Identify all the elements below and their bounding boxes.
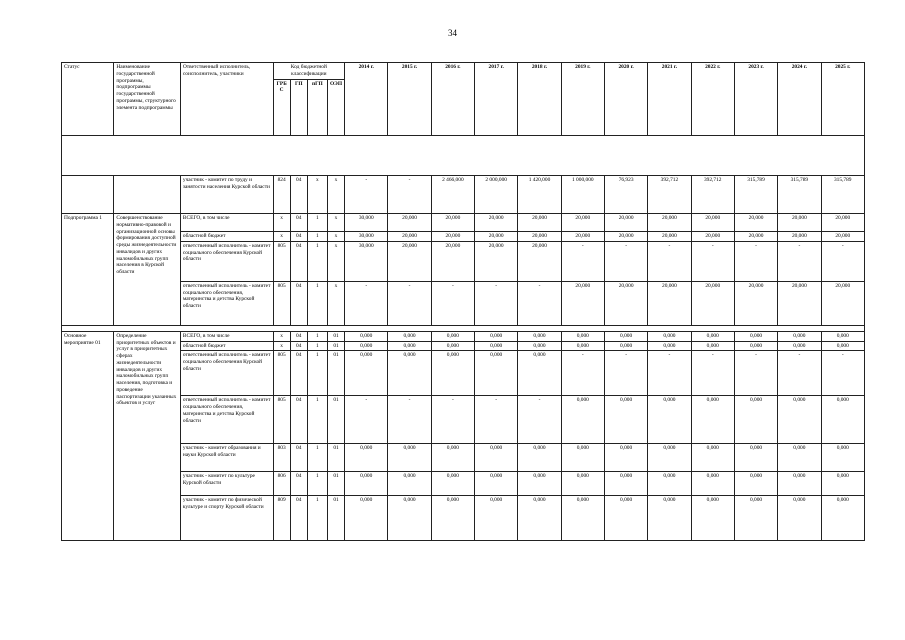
value-cell: 20,000 bbox=[561, 232, 604, 242]
value-cell: 0,000 bbox=[604, 341, 647, 351]
header-grbs: ГРБС bbox=[273, 79, 290, 136]
value-cell: 0,000 bbox=[691, 496, 734, 541]
value-cell: 0,000 bbox=[604, 472, 647, 496]
value-cell: 0,000 bbox=[388, 341, 431, 351]
header-year: 2021 г. bbox=[648, 63, 691, 136]
header-year: 2014 г. bbox=[345, 63, 388, 136]
code-gp-cell: 04 bbox=[290, 444, 307, 472]
value-cell: 0,000 bbox=[388, 496, 431, 541]
value-cell: 0,000 bbox=[648, 331, 691, 341]
code-grbs-cell: 809 bbox=[273, 496, 290, 541]
code-pgp-cell: 1 bbox=[307, 214, 327, 232]
code-pgp-cell: 1 bbox=[307, 351, 327, 396]
value-cell: 0,000 bbox=[734, 331, 777, 341]
value-cell: 20,000 bbox=[561, 214, 604, 232]
value-cell: 0,000 bbox=[345, 331, 388, 341]
executor-cell: участник - комитет по физической культуре и спорту Курской области bbox=[180, 496, 273, 541]
value-cell: - bbox=[561, 241, 604, 281]
value-cell: 0,000 bbox=[648, 341, 691, 351]
value-cell: 20,000 bbox=[648, 214, 691, 232]
value-cell: - bbox=[475, 396, 518, 444]
value-cell: 20,000 bbox=[691, 214, 734, 232]
value-cell: 20,000 bbox=[821, 281, 864, 325]
code-pgp-cell: 1 bbox=[307, 396, 327, 444]
code-oem-cell: х bbox=[327, 214, 344, 232]
code-oem-cell: 01 bbox=[327, 331, 344, 341]
page-number: 34 bbox=[448, 28, 457, 38]
code-oem-cell: х bbox=[327, 281, 344, 325]
value-cell: 315,789 bbox=[778, 176, 821, 214]
value-cell: 1 000,000 bbox=[561, 176, 604, 214]
executor-cell: областной бюджет bbox=[180, 341, 273, 351]
value-cell: - bbox=[691, 351, 734, 396]
value-cell: 0,000 bbox=[778, 496, 821, 541]
value-cell: 20,000 bbox=[734, 232, 777, 242]
table-body bbox=[62, 136, 865, 541]
value-cell: 0,000 bbox=[734, 472, 777, 496]
value-cell: 0,000 bbox=[821, 331, 864, 341]
value-cell: 20,000 bbox=[734, 281, 777, 325]
spacer-cell bbox=[62, 136, 865, 176]
value-cell: 0,000 bbox=[431, 444, 474, 472]
value-cell: 20,000 bbox=[778, 232, 821, 242]
value-cell: - bbox=[778, 351, 821, 396]
header-year: 2017 г. bbox=[475, 63, 518, 136]
value-cell: 0,000 bbox=[734, 396, 777, 444]
code-oem-cell: 01 bbox=[327, 351, 344, 396]
code-pgp-cell: х bbox=[307, 176, 327, 214]
code-oem-cell: 01 bbox=[327, 396, 344, 444]
value-cell: 0,000 bbox=[388, 444, 431, 472]
value-cell: 0,000 bbox=[345, 351, 388, 396]
value-cell: 0,000 bbox=[518, 496, 561, 541]
value-cell: 0,000 bbox=[778, 472, 821, 496]
value-cell: 0,000 bbox=[388, 472, 431, 496]
value-cell: 1 420,000 bbox=[518, 176, 561, 214]
value-cell: - bbox=[345, 396, 388, 444]
header-year: 2018 г. bbox=[518, 63, 561, 136]
value-cell: 0,000 bbox=[821, 444, 864, 472]
value-cell: 0,000 bbox=[561, 331, 604, 341]
code-pgp-cell: 1 bbox=[307, 341, 327, 351]
value-cell: 0,000 bbox=[821, 341, 864, 351]
value-cell: 20,000 bbox=[734, 214, 777, 232]
table-row bbox=[62, 331, 865, 341]
value-cell: 0,000 bbox=[821, 496, 864, 541]
value-cell: - bbox=[388, 176, 431, 214]
value-cell: - bbox=[475, 281, 518, 325]
value-cell: 20,000 bbox=[431, 214, 474, 232]
code-grbs-cell: 824 bbox=[273, 176, 290, 214]
code-grbs-cell: х bbox=[273, 232, 290, 242]
value-cell: - bbox=[388, 281, 431, 325]
table-row bbox=[62, 176, 865, 214]
value-cell: 20,000 bbox=[561, 281, 604, 325]
value-cell: 20,000 bbox=[431, 241, 474, 281]
executor-cell: ответственный исполнитель - комитет социального обеспечения, материнства и детства Курской области bbox=[180, 396, 273, 444]
value-cell: 20,000 bbox=[604, 214, 647, 232]
value-cell: 315,789 bbox=[821, 176, 864, 214]
program-name-cell: Совершенствование нормативно-правовой и организационной основы формирования доступной среды жизнедеятельности инвалидов и других маломобильных групп населения в Курской области bbox=[114, 214, 180, 326]
value-cell: 20,000 bbox=[691, 232, 734, 242]
value-cell: 20,000 bbox=[604, 281, 647, 325]
value-cell: 20,000 bbox=[778, 214, 821, 232]
code-gp-cell: 04 bbox=[290, 176, 307, 214]
value-cell: 0,000 bbox=[604, 331, 647, 341]
value-cell: - bbox=[604, 351, 647, 396]
table-row bbox=[62, 214, 865, 232]
code-oem-cell: 01 bbox=[327, 341, 344, 351]
value-cell: 392,712 bbox=[648, 176, 691, 214]
executor-cell: ВСЕГО, в том числе bbox=[180, 331, 273, 341]
value-cell: 0,000 bbox=[475, 331, 518, 341]
table-row bbox=[62, 241, 865, 281]
value-cell: 20,000 bbox=[475, 241, 518, 281]
header-year: 2024 г. bbox=[778, 63, 821, 136]
value-cell: 30,000 bbox=[345, 232, 388, 242]
header-year: 2020 г. bbox=[604, 63, 647, 136]
value-cell: - bbox=[604, 241, 647, 281]
value-cell: 20,000 bbox=[648, 232, 691, 242]
value-cell: - bbox=[561, 351, 604, 396]
table-row bbox=[62, 351, 865, 396]
code-pgp-cell: 1 bbox=[307, 232, 327, 242]
value-cell: - bbox=[734, 241, 777, 281]
code-oem-cell: 01 bbox=[327, 472, 344, 496]
executor-cell: ответственный исполнитель - комитет социального обеспечения Курской области bbox=[180, 351, 273, 396]
executor-cell: ВСЕГО, в том числе bbox=[180, 214, 273, 232]
value-cell: 0,000 bbox=[431, 331, 474, 341]
value-cell: 20,000 bbox=[691, 281, 734, 325]
code-grbs-cell: 805 bbox=[273, 281, 290, 325]
value-cell: 20,000 bbox=[388, 232, 431, 242]
value-cell: 0,000 bbox=[778, 331, 821, 341]
value-cell: 0,000 bbox=[475, 444, 518, 472]
code-oem-cell: х bbox=[327, 176, 344, 214]
value-cell: 0,000 bbox=[778, 396, 821, 444]
executor-cell: ответственный исполнитель - комитет социального обеспечения Курской области bbox=[180, 241, 273, 281]
code-gp-cell: 04 bbox=[290, 214, 307, 232]
value-cell: 0,000 bbox=[691, 331, 734, 341]
code-gp-cell: 04 bbox=[290, 351, 307, 396]
value-cell: - bbox=[821, 351, 864, 396]
value-cell: 20,000 bbox=[821, 214, 864, 232]
value-cell: 0,000 bbox=[431, 341, 474, 351]
value-cell: 20,000 bbox=[604, 232, 647, 242]
header-executor: Ответственный исполнитель, соисполнитель, участники bbox=[180, 63, 273, 136]
value-cell: - bbox=[518, 281, 561, 325]
status-cell: Подпрограмма 1 bbox=[62, 214, 114, 326]
header-status: Статус bbox=[62, 63, 114, 136]
value-cell: - bbox=[691, 241, 734, 281]
value-cell: 0,000 bbox=[475, 351, 518, 396]
value-cell: 0,000 bbox=[778, 341, 821, 351]
code-pgp-cell: 1 bbox=[307, 281, 327, 325]
value-cell: 0,000 bbox=[734, 496, 777, 541]
header-gp: ГП bbox=[290, 79, 307, 136]
status-cell bbox=[62, 176, 114, 214]
code-grbs-cell: 805 bbox=[273, 241, 290, 281]
header-year: 2015 г. bbox=[388, 63, 431, 136]
value-cell: 0,000 bbox=[648, 396, 691, 444]
value-cell: 0,000 bbox=[691, 396, 734, 444]
code-gp-cell: 04 bbox=[290, 341, 307, 351]
table-row bbox=[62, 396, 865, 444]
value-cell: 0,000 bbox=[821, 396, 864, 444]
value-cell: 20,000 bbox=[821, 232, 864, 242]
value-cell: - bbox=[431, 281, 474, 325]
executor-cell: ответственный исполнитель - комитет социального обеспечения, материнства и детства Курской области bbox=[180, 281, 273, 325]
code-oem-cell: х bbox=[327, 241, 344, 281]
table-row bbox=[62, 496, 865, 541]
value-cell: 20,000 bbox=[518, 214, 561, 232]
code-gp-cell: 04 bbox=[290, 472, 307, 496]
value-cell: 0,000 bbox=[821, 472, 864, 496]
value-cell: 0,000 bbox=[431, 472, 474, 496]
value-cell: 392,712 bbox=[691, 176, 734, 214]
value-cell: 0,000 bbox=[431, 351, 474, 396]
executor-cell: участник - комитет по культуре Курской области bbox=[180, 472, 273, 496]
value-cell: 0,000 bbox=[345, 496, 388, 541]
header-pgp: пГП bbox=[307, 79, 327, 136]
code-gp-cell: 04 bbox=[290, 232, 307, 242]
executor-cell: участник - комитет образования и науки Курской области bbox=[180, 444, 273, 472]
value-cell: 0,000 bbox=[691, 444, 734, 472]
status-cell: Основное мероприятие 01 bbox=[62, 331, 114, 541]
value-cell: 0,000 bbox=[345, 341, 388, 351]
value-cell: - bbox=[388, 396, 431, 444]
code-gp-cell: 04 bbox=[290, 241, 307, 281]
table-row bbox=[62, 472, 865, 496]
value-cell: 0,000 bbox=[518, 331, 561, 341]
code-pgp-cell: 1 bbox=[307, 496, 327, 541]
value-cell: - bbox=[431, 396, 474, 444]
code-gp-cell: 04 bbox=[290, 281, 307, 325]
code-oem-cell: 01 bbox=[327, 496, 344, 541]
table-row bbox=[62, 341, 865, 351]
value-cell: - bbox=[648, 241, 691, 281]
header-year: 2016 г. bbox=[431, 63, 474, 136]
value-cell: 0,000 bbox=[518, 444, 561, 472]
code-pgp-cell: 1 bbox=[307, 444, 327, 472]
code-gp-cell: 04 bbox=[290, 496, 307, 541]
value-cell: 20,000 bbox=[388, 214, 431, 232]
value-cell: 0,000 bbox=[431, 496, 474, 541]
table-row bbox=[62, 444, 865, 472]
value-cell: 0,000 bbox=[561, 472, 604, 496]
value-cell: 20,000 bbox=[518, 241, 561, 281]
code-grbs-cell: 806 bbox=[273, 472, 290, 496]
value-cell: - bbox=[821, 241, 864, 281]
value-cell: 20,000 bbox=[431, 232, 474, 242]
code-grbs-cell: х bbox=[273, 331, 290, 341]
value-cell: 30,000 bbox=[345, 241, 388, 281]
executor-cell: областной бюджет bbox=[180, 232, 273, 242]
header-year: 2023 г. bbox=[734, 63, 777, 136]
value-cell: - bbox=[518, 396, 561, 444]
value-cell: 0,000 bbox=[561, 496, 604, 541]
value-cell: 76,923 bbox=[604, 176, 647, 214]
budget-table-container bbox=[61, 62, 865, 541]
executor-cell: участник - комитет по труду и занятости населения Курской области bbox=[180, 176, 273, 214]
code-pgp-cell: 1 bbox=[307, 241, 327, 281]
value-cell: 0,000 bbox=[604, 444, 647, 472]
value-cell: 20,000 bbox=[388, 241, 431, 281]
code-grbs-cell: х bbox=[273, 341, 290, 351]
spacer-row bbox=[62, 136, 865, 176]
value-cell: 0,000 bbox=[691, 341, 734, 351]
value-cell: 0,000 bbox=[561, 444, 604, 472]
value-cell: 20,000 bbox=[475, 214, 518, 232]
value-cell: 0,000 bbox=[345, 444, 388, 472]
header-year: 2022 г. bbox=[691, 63, 734, 136]
value-cell: 0,000 bbox=[604, 396, 647, 444]
value-cell: 2 000,000 bbox=[475, 176, 518, 214]
value-cell: 0,000 bbox=[561, 341, 604, 351]
value-cell: 20,000 bbox=[475, 232, 518, 242]
value-cell: 0,000 bbox=[388, 351, 431, 396]
value-cell: 0,000 bbox=[734, 341, 777, 351]
value-cell: - bbox=[648, 351, 691, 396]
value-cell: 0,000 bbox=[475, 472, 518, 496]
value-cell: 315,789 bbox=[734, 176, 777, 214]
header-year: 2025 г. bbox=[821, 63, 864, 136]
value-cell: 0,000 bbox=[561, 396, 604, 444]
value-cell: - bbox=[778, 241, 821, 281]
value-cell: - bbox=[345, 176, 388, 214]
table-row bbox=[62, 232, 865, 242]
value-cell: 0,000 bbox=[388, 331, 431, 341]
value-cell: 0,000 bbox=[518, 341, 561, 351]
code-grbs-cell: 805 bbox=[273, 351, 290, 396]
value-cell: 0,000 bbox=[691, 472, 734, 496]
value-cell: 20,000 bbox=[648, 281, 691, 325]
header-budget-code: Код бюджетной классификации bbox=[273, 63, 345, 80]
value-cell: 0,000 bbox=[778, 444, 821, 472]
value-cell: 0,000 bbox=[345, 472, 388, 496]
code-gp-cell: 04 bbox=[290, 396, 307, 444]
program-name-cell: Определение приоритетных объектов и услуг в приоритетных сферах жизнедеятельности инвалидов и других маломобильных групп населения, подготовка и проведение паспортизации указанных объектов и услуг bbox=[114, 331, 180, 541]
value-cell: 0,000 bbox=[734, 444, 777, 472]
value-cell: 2 466,000 bbox=[431, 176, 474, 214]
value-cell: 0,000 bbox=[648, 472, 691, 496]
code-gp-cell: 04 bbox=[290, 331, 307, 341]
value-cell: 20,000 bbox=[778, 281, 821, 325]
value-cell: 0,000 bbox=[475, 341, 518, 351]
value-cell: - bbox=[734, 351, 777, 396]
value-cell: 0,000 bbox=[475, 496, 518, 541]
value-cell: 0,000 bbox=[518, 351, 561, 396]
code-oem-cell: 01 bbox=[327, 444, 344, 472]
program-name-cell bbox=[114, 176, 180, 214]
value-cell: 20,000 bbox=[518, 232, 561, 242]
header-year: 2019 г. bbox=[561, 63, 604, 136]
code-grbs-cell: х bbox=[273, 214, 290, 232]
code-oem-cell: х bbox=[327, 232, 344, 242]
budget-table bbox=[61, 62, 865, 541]
code-grbs-cell: 805 bbox=[273, 396, 290, 444]
header-program-name: Наименование государственной программы, подпрограммы государственной программы, структурного элемента подпрограммы bbox=[114, 63, 180, 136]
code-grbs-cell: 803 bbox=[273, 444, 290, 472]
header-oem: ОЭП bbox=[327, 79, 344, 136]
value-cell: 0,000 bbox=[604, 496, 647, 541]
value-cell: - bbox=[345, 281, 388, 325]
table-row bbox=[62, 281, 865, 325]
value-cell: 0,000 bbox=[518, 472, 561, 496]
value-cell: 0,000 bbox=[648, 444, 691, 472]
value-cell: 0,000 bbox=[648, 496, 691, 541]
code-pgp-cell: 1 bbox=[307, 331, 327, 341]
code-pgp-cell: 1 bbox=[307, 472, 327, 496]
value-cell: 30,000 bbox=[345, 214, 388, 232]
